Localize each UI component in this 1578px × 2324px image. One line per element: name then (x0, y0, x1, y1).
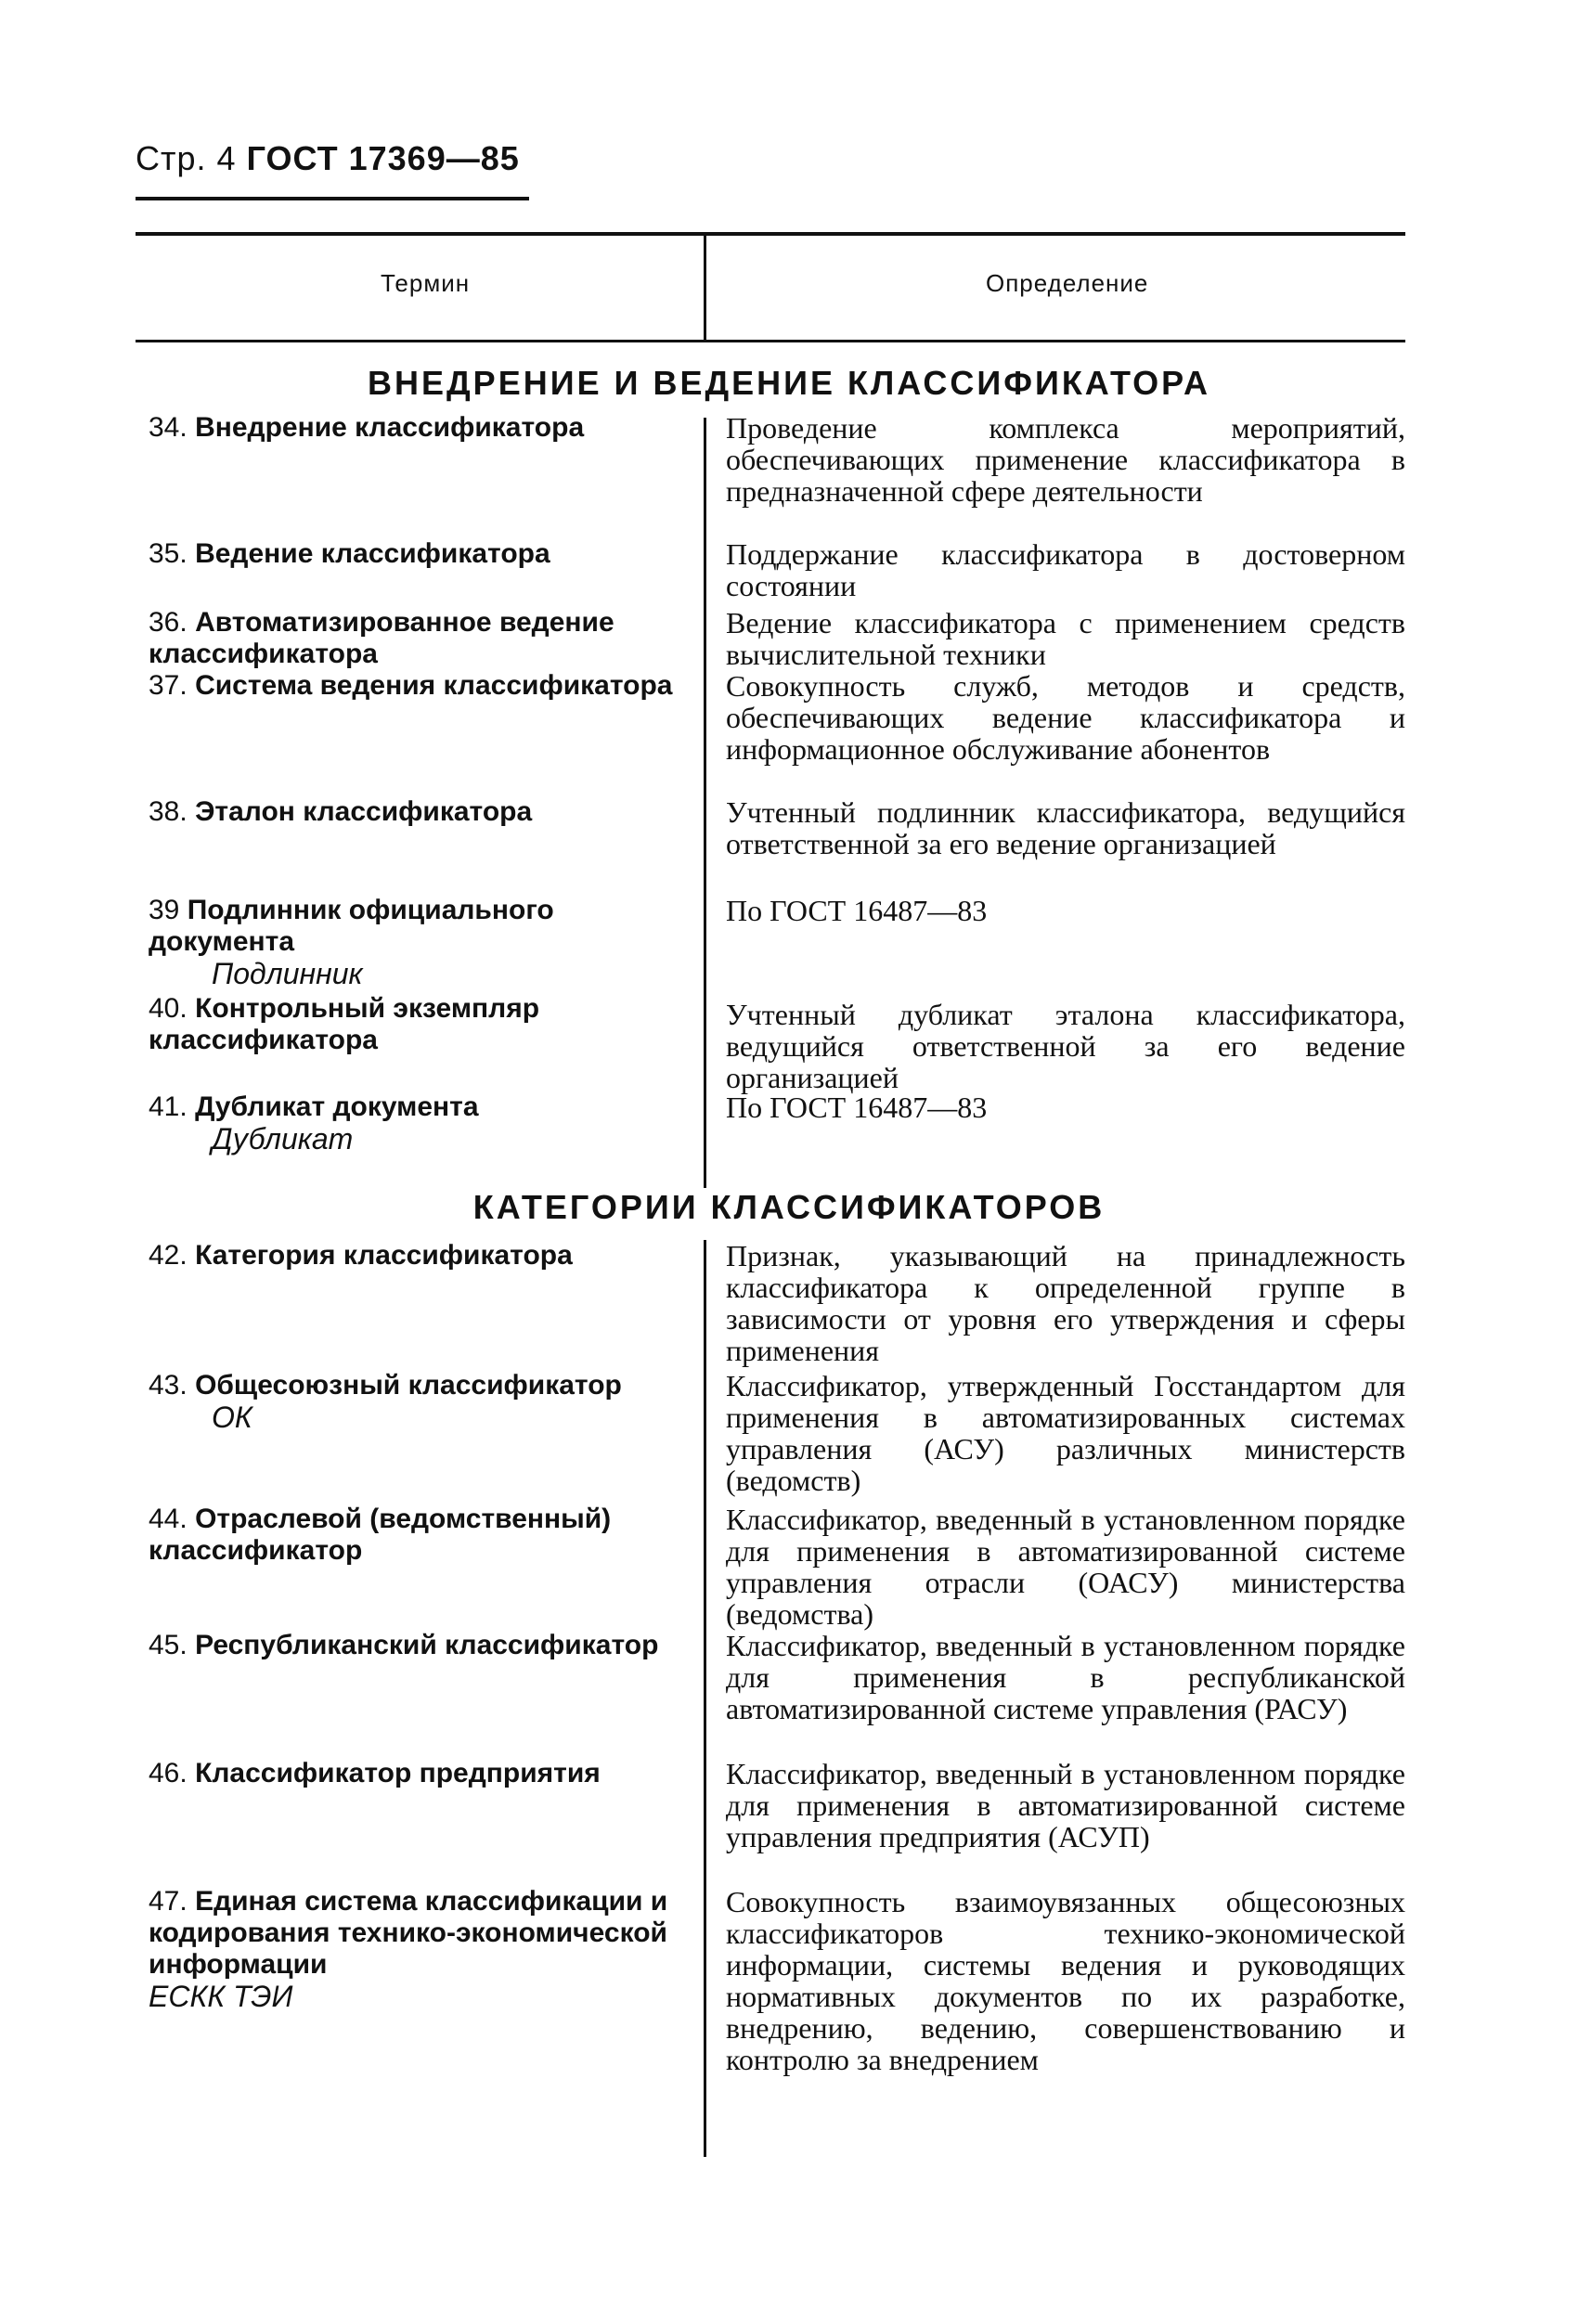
definition-38: Учтенный подлинник классификатора, ведущийся ответственной за его ведение организацией (726, 795, 1405, 860)
page-prefix: Стр. (136, 139, 207, 177)
term-text: Общесоюзный классификатор (195, 1370, 622, 1401)
term-37 (149, 670, 678, 702)
definition-45: Классификатор, введенный в установленном порядке для применения в республиканской автоматизированной системе управления (РАСУ) (726, 1629, 1405, 1725)
column-divider-section-2 (704, 1240, 706, 2157)
term-35 (149, 538, 678, 570)
term-text: Контрольный экземпляр классификатора (149, 993, 540, 1055)
table-head-rule (136, 340, 1405, 342)
term-number: 42. (149, 1240, 188, 1271)
term-34 (149, 412, 678, 444)
term-text: Единая система классификации и кодирования технико-экономической информации (149, 1886, 668, 1980)
definition-35: Поддержание классификатора в достоверном состоянии (726, 537, 1405, 602)
term-number: 35. (149, 538, 188, 569)
term-41 (149, 1091, 678, 1155)
definition-43: Классификатор, утвержденный Госстандартом для применения в автоматизированных системах управления (АСУ) различных министерств (ведомств) (726, 1369, 1405, 1497)
term-text: Классификатор предприятия (195, 1758, 601, 1788)
definition-44: Классификатор, введенный в установленном порядке для применения в автоматизированной системе управления отрасли (ОАСУ) министерства (ведомства) (726, 1503, 1405, 1631)
page-header (136, 139, 520, 178)
term-abbreviation: Дубликат (212, 1122, 354, 1156)
term-number: 45. (149, 1630, 188, 1660)
standard-designation: ГОСТ 17369—85 (246, 139, 520, 177)
term-46 (149, 1758, 678, 1789)
definition-40: Учтенный дубликат эталона классификатора, ведущийся ответственной за его ведение организацией (726, 998, 1405, 1094)
header-rule (136, 197, 529, 200)
definition-39: По ГОСТ 16487—83 (726, 894, 988, 927)
column-header-definition: Определение (986, 269, 1149, 297)
definition-42: Признак, указывающий на принадлежность классификатора к определенной группе в зависимости от уровня его утверждения и сферы применения (726, 1239, 1405, 1367)
column-header-term: Термин (381, 269, 471, 297)
term-number: 43. (149, 1370, 188, 1401)
term-38 (149, 796, 678, 828)
term-text: Внедрение классификатора (195, 412, 585, 443)
term-number: 34. (149, 412, 188, 443)
column-divider-head (704, 234, 706, 340)
term-text: Эталон классификатора (195, 796, 533, 827)
term-text: Республиканский классификатор (195, 1630, 659, 1660)
definition-41: По ГОСТ 16487—83 (726, 1091, 988, 1124)
term-number: 40. (149, 993, 188, 1024)
term-number: 38. (149, 796, 188, 827)
term-number: 46. (149, 1758, 188, 1788)
term-39 (149, 895, 678, 989)
term-36 (149, 607, 678, 670)
section-title-categories: КАТЕГОРИИ КЛАССИФИКАТОРОВ (0, 1188, 1578, 1227)
term-43 (149, 1370, 678, 1433)
term-47 (149, 1886, 678, 2012)
term-abbreviation: ОК (212, 1401, 252, 1434)
term-abbreviation: Подлинник (212, 957, 363, 990)
term-number: 36. (149, 607, 188, 638)
definition-36: Ведение классификатора с применением средств вычислительной техники (726, 606, 1405, 671)
definition-47: Совокупность взаимоувязанных общесоюзных классификаторов технико-экономической информации, системы ведения и руководящих нормативных документов по их разработке, внедрению, ведению, совершенствованию и контролю за внедрением (726, 1885, 1405, 2076)
term-text: Отраслевой (ведомственный) классификатор (149, 1504, 612, 1566)
section-title-implementation: ВНЕДРЕНИЕ И ВЕДЕНИЕ КЛАССИФИКАТОРА (0, 364, 1578, 403)
term-number: 37. (149, 670, 188, 701)
term-40 (149, 993, 678, 1056)
term-number: 47. (149, 1886, 188, 1917)
definition-37: Совокупность служб, методов и средств, обеспечивающих ведение классификатора и информационное обслуживание абонентов (726, 669, 1405, 766)
term-text: Автоматизированное ведение классификатора (149, 607, 614, 669)
term-number: 44. (149, 1504, 188, 1534)
term-42 (149, 1240, 678, 1272)
term-number: 39 (149, 895, 180, 925)
table-top-rule (136, 232, 1405, 236)
term-abbreviation: ЕСКК ТЭИ (149, 1980, 293, 2013)
definition-34: Проведение комплекса мероприятий, обеспечивающих применение классификатора в предназначенной сфере деятельности (726, 411, 1405, 508)
term-text: Дубликат документа (195, 1091, 479, 1122)
page-number: 4 (216, 139, 237, 177)
column-divider-section-1 (704, 418, 706, 1194)
definition-46: Классификатор, введенный в установленном порядке для применения в автоматизированной системе управления предприятия (АСУП) (726, 1757, 1405, 1853)
term-text: Ведение классификатора (195, 538, 550, 569)
term-45 (149, 1630, 678, 1661)
term-44 (149, 1504, 678, 1567)
term-text: Система ведения классификатора (195, 670, 673, 701)
term-text: Категория классификатора (195, 1240, 573, 1271)
term-text: Подлинник официального документа (149, 895, 554, 957)
term-number: 41. (149, 1091, 188, 1122)
